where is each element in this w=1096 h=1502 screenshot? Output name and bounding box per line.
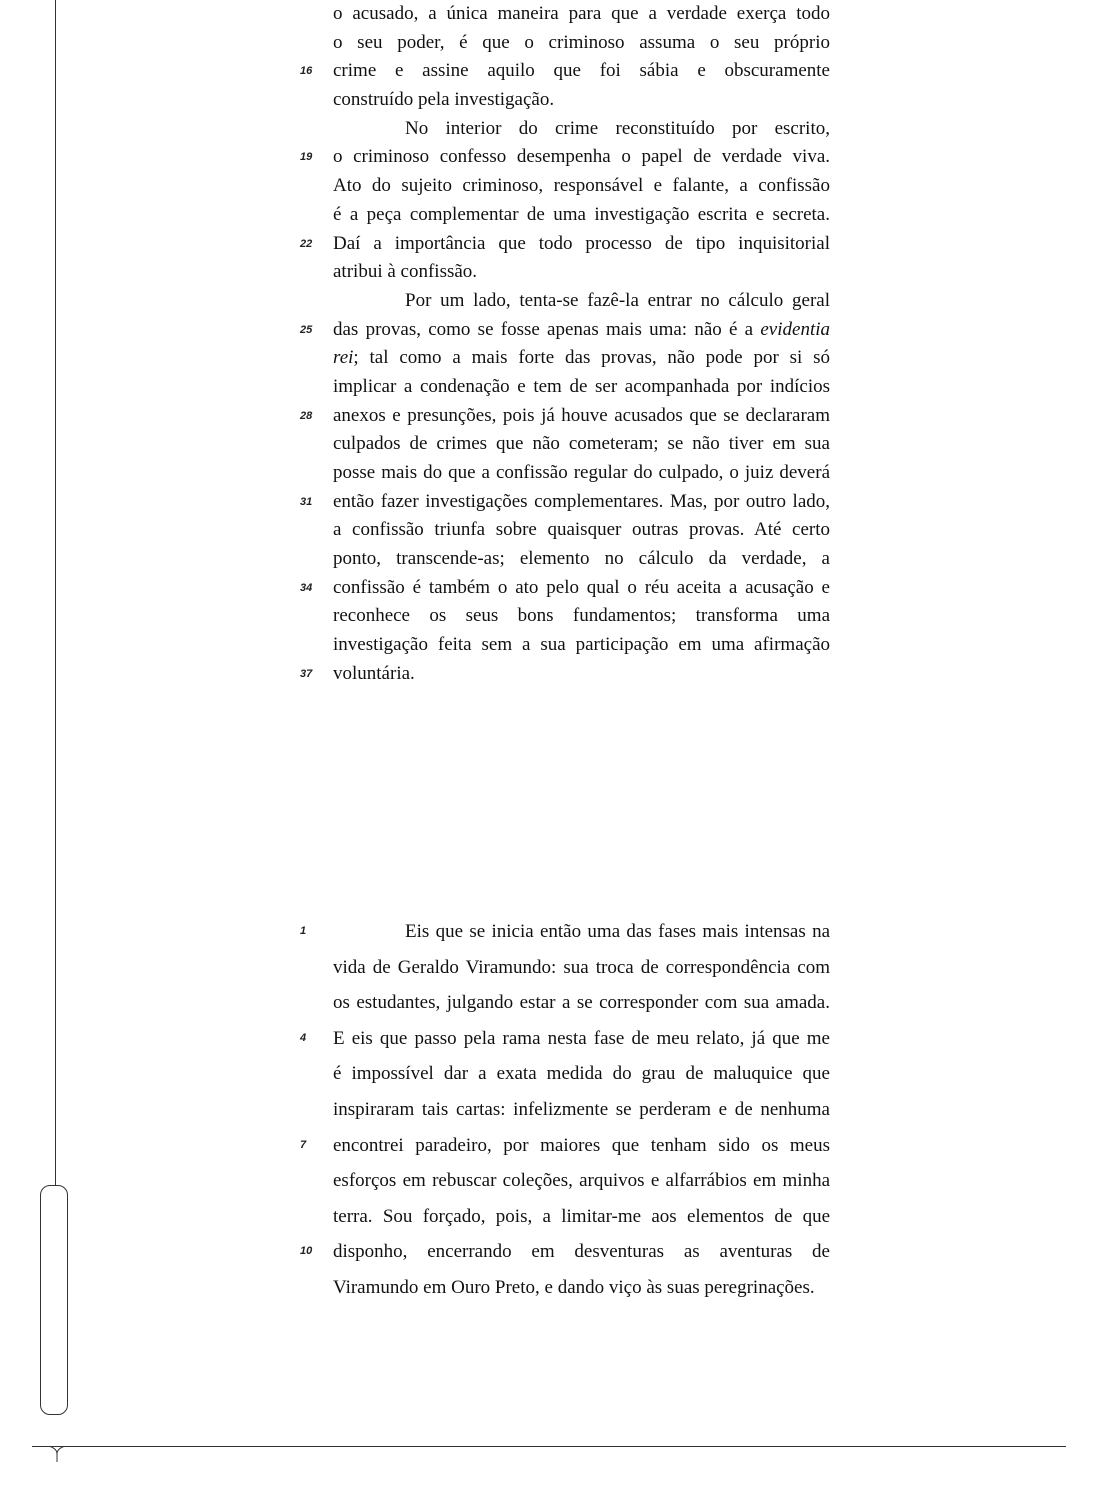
- text-line: [300, 316, 830, 345]
- text-line: [333, 258, 830, 287]
- line-text: o acusado, a única maneira para que a verdade exerça todo: [333, 3, 830, 24]
- text-line: [300, 914, 830, 950]
- line-number: 28: [300, 409, 313, 422]
- line-text: os estudantes, julgando estar a se corresponder com sua amada.: [333, 992, 830, 1014]
- line-text: então fazer investigações complementares. Mas, por outro lado,: [333, 490, 830, 512]
- line-number: 34: [300, 581, 313, 594]
- italic-term: rei: [333, 347, 354, 369]
- line-text: ponto, transcende-as; elemento no cálculo da verdade, a: [333, 548, 830, 570]
- text-line: [300, 57, 830, 86]
- line-text: anexos e presunções, pois já houve acusados que se declararam: [333, 404, 830, 426]
- text-line: [333, 1270, 830, 1306]
- line-text-part: ; tal como a mais forte das provas, não pode por si só: [353, 347, 830, 369]
- text-line: [300, 660, 830, 689]
- line-text: culpados de crimes que não cometeram; se não tiver em sua: [333, 433, 830, 455]
- line-number: 1: [300, 925, 307, 937]
- passage-viramundo: [300, 914, 830, 1306]
- text-line: [333, 545, 830, 574]
- line-number: 10: [300, 1245, 313, 1258]
- line-number: 22: [300, 237, 313, 250]
- line-text: voluntária.: [333, 662, 415, 684]
- text-line: [333, 373, 830, 402]
- line-number: 31: [300, 495, 313, 508]
- line-number: 7: [300, 1138, 307, 1151]
- passage-foucault: [300, 0, 830, 689]
- line-number: 25: [300, 323, 313, 336]
- text-line: [333, 115, 830, 144]
- line-text: é impossível dar a exata medida do grau de maluquice que: [333, 1063, 830, 1085]
- line-text: esforços em rebuscar coleções, arquivos e alfarrábios em minha: [333, 1170, 830, 1192]
- bottom-corner-hook: [47, 1446, 67, 1462]
- text-line: [300, 574, 830, 603]
- bottom-rule: [32, 1446, 1066, 1447]
- line-text: Por um lado, tenta-se fazê-la entrar no cálculo geral: [405, 289, 830, 311]
- line-text: o seu poder, é que o criminoso assuma o seu próprio: [333, 31, 830, 53]
- line-text: terra. Sou forçado, pois, a limitar-me aos elementos de que: [333, 1205, 830, 1227]
- text-line: [333, 201, 830, 230]
- line-text: investigação feita sem a sua participação em uma afirmação: [333, 634, 830, 656]
- line-number: 4: [300, 1031, 307, 1044]
- text-line: [333, 1092, 830, 1128]
- line-text: o criminoso confesso desempenha o papel de verdade viva.: [333, 146, 830, 168]
- text-line: [333, 430, 830, 459]
- line-number: 19: [300, 151, 313, 164]
- text-line: [333, 516, 830, 545]
- line-text: Ato do sujeito criminoso, responsável e falante, a confissão: [333, 175, 830, 197]
- line-text: E eis que passo pela rama nesta fase de meu relato, já que me: [333, 1027, 830, 1049]
- line-text: [333, 316, 830, 345]
- line-text: implicar a condenação e tem de ser acompanhada por indícios: [333, 375, 830, 397]
- text-line: [300, 488, 830, 517]
- left-margin-rule: [55, 0, 56, 1185]
- line-text: [333, 344, 830, 373]
- text-line: [300, 143, 830, 172]
- text-line: [300, 230, 830, 259]
- line-text-part: das provas, como se fosse apenas mais uma: não é a: [333, 318, 761, 340]
- line-text: reconhece os seus bons fundamentos; transforma uma: [333, 605, 830, 627]
- line-text: Viramundo em Ouro Preto, e dando viço às suas peregrinações.: [333, 1276, 815, 1298]
- text-line: [333, 602, 830, 631]
- text-line: [300, 1234, 830, 1270]
- text-line: [333, 86, 830, 115]
- line-text: posse mais do que a confissão regular do culpado, o juiz deverá: [333, 462, 830, 483]
- italic-term: evidentia: [760, 318, 830, 340]
- text-line: [333, 1163, 830, 1199]
- text-line: [333, 287, 830, 316]
- line-text: No interior do crime reconstituído por escrito,: [405, 117, 830, 139]
- text-line: [333, 344, 830, 373]
- line-text: Eis que se inicia então uma das fases mais intensas na: [405, 921, 830, 942]
- line-text: crime e assine aquilo que foi sábia e obscuramente: [333, 60, 830, 82]
- line-text: atribui à confissão.: [333, 261, 478, 283]
- line-number: 37: [300, 667, 313, 680]
- line-text: a confissão triunfa sobre quaisquer outras provas. Até certo: [333, 519, 830, 541]
- text-line: [333, 1056, 830, 1092]
- text-line: [333, 0, 830, 29]
- text-line: [333, 985, 830, 1021]
- text-line: [333, 1199, 830, 1235]
- line-text: vida de Geraldo Viramundo: sua troca de correspondência com: [333, 956, 830, 978]
- text-line: [333, 950, 830, 986]
- side-tab-box: [40, 1185, 68, 1415]
- line-text: é a peça complementar de uma investigação escrita e secreta.: [333, 203, 830, 225]
- line-text: construído pela investigação.: [333, 89, 555, 111]
- line-text: confissão é também o ato pelo qual o réu aceita a acusação e: [333, 576, 830, 598]
- line-text: encontrei paradeiro, por maiores que tenham sido os meus: [333, 1134, 830, 1156]
- text-line: [333, 631, 830, 660]
- line-number: 16: [300, 65, 313, 78]
- text-line: [300, 402, 830, 431]
- line-text: inspiraram tais cartas: infelizmente se perderam e de nenhuma: [333, 1098, 830, 1120]
- line-text: Daí a importância que todo processo de tipo inquisitorial: [333, 232, 830, 254]
- text-line: [333, 29, 830, 58]
- text-line: [300, 1128, 830, 1164]
- text-line: [333, 172, 830, 201]
- text-line: [333, 459, 830, 488]
- line-text: disponho, encerrando em desventuras as aventuras de: [333, 1241, 830, 1263]
- text-line: [300, 1021, 830, 1057]
